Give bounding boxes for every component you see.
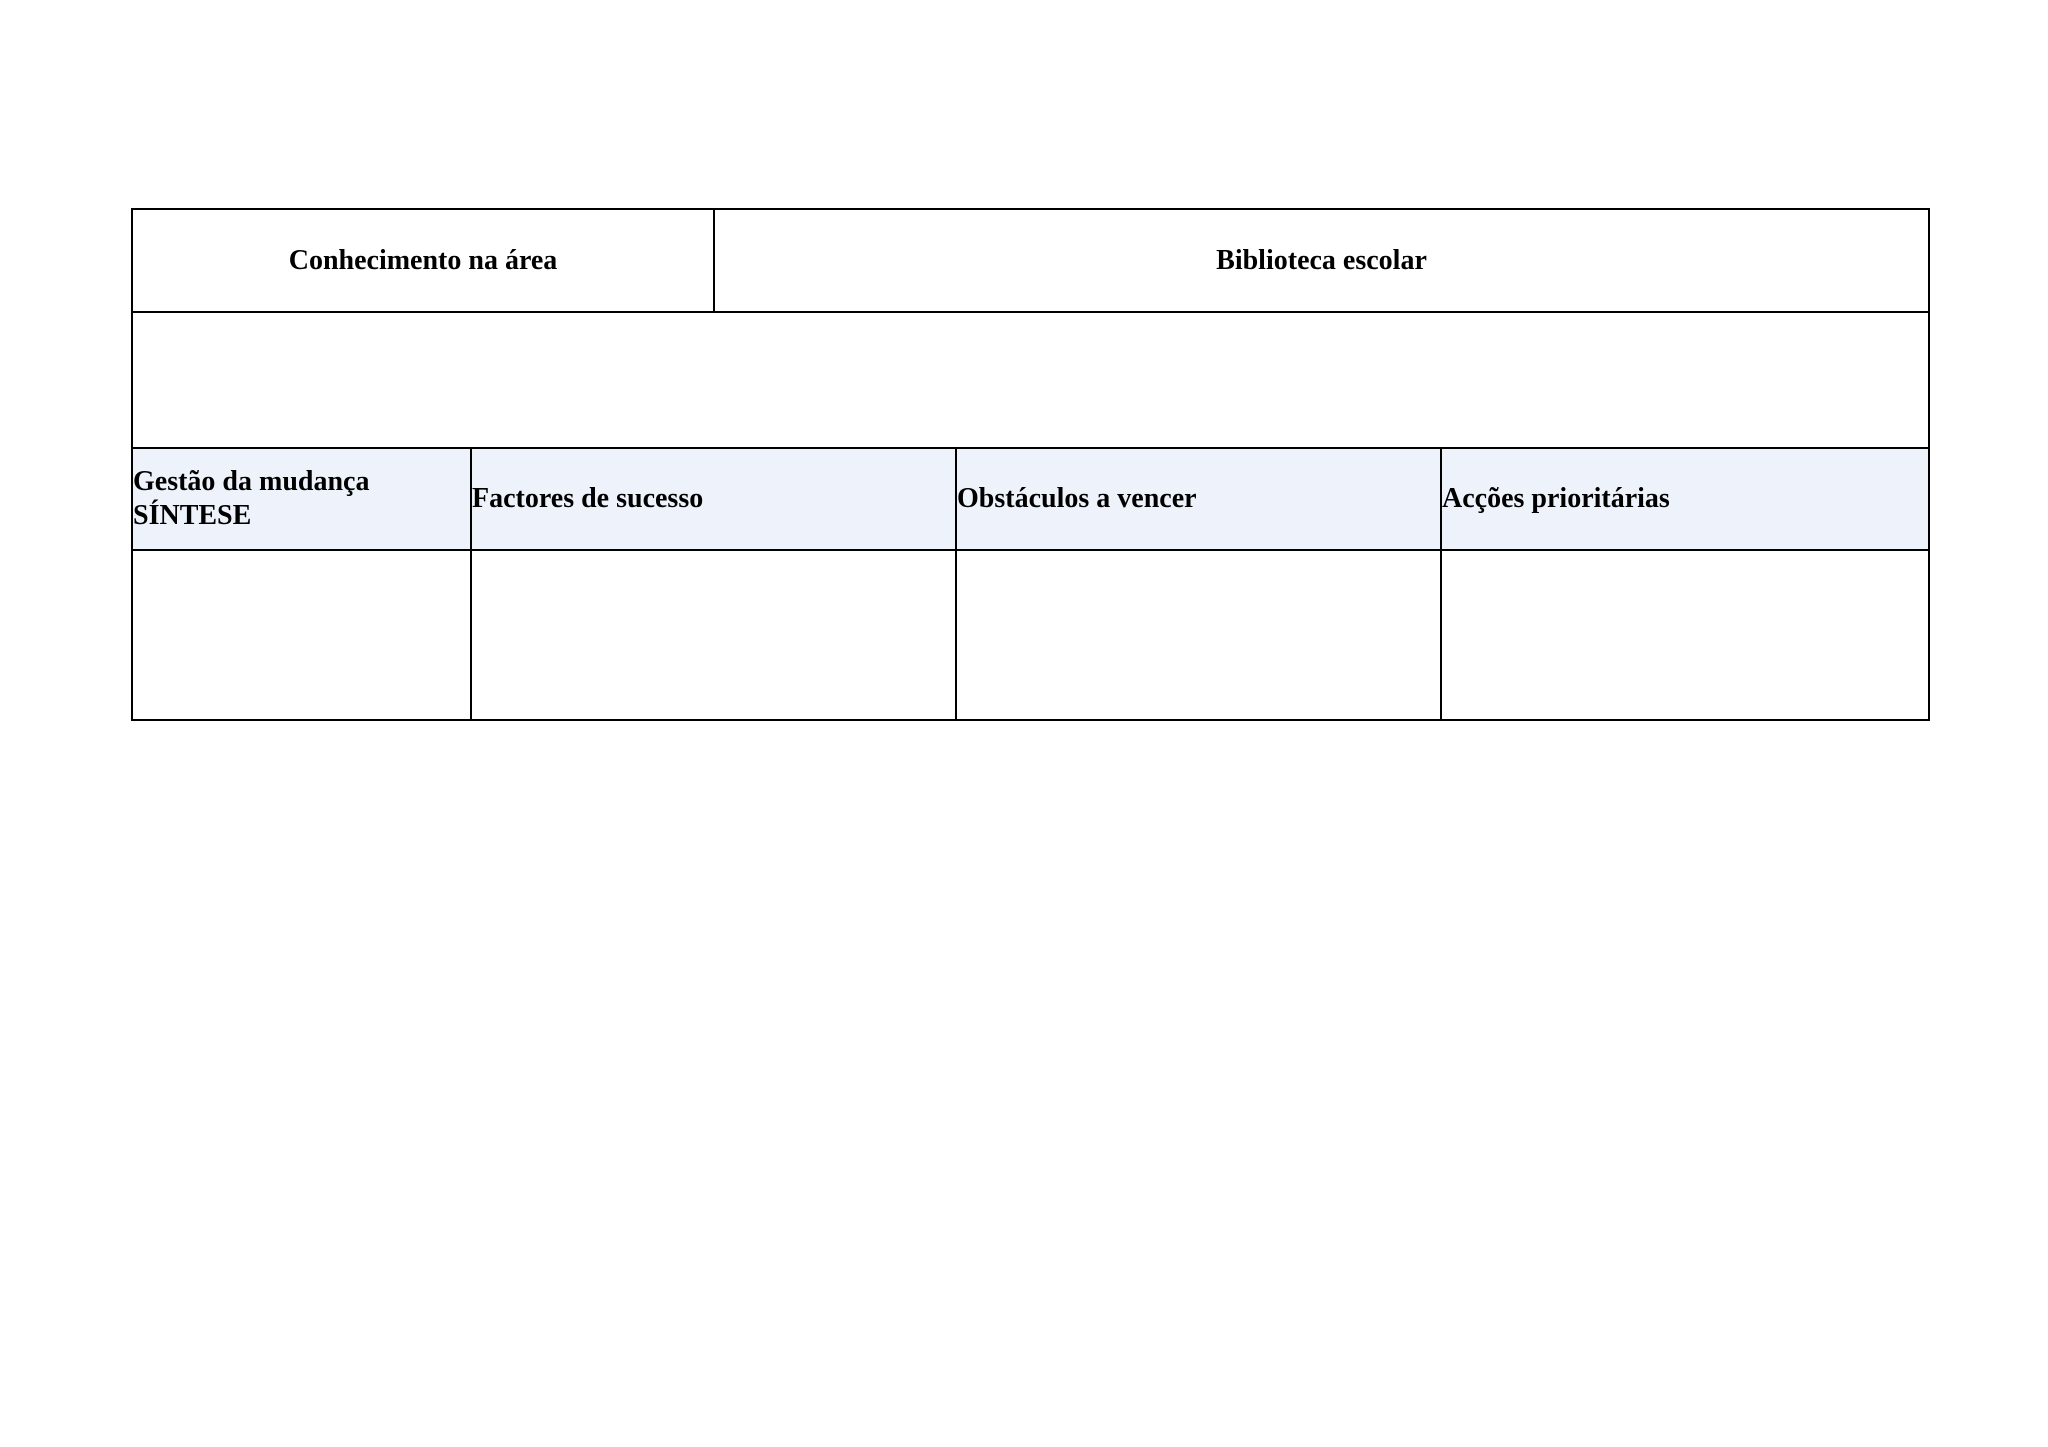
summary-table: [131, 208, 1930, 721]
header-success-factors: [471, 448, 956, 550]
header-change-management-line2: SÍNTESE: [133, 500, 252, 531]
blank-row: [132, 312, 1929, 448]
content-cell-success-factors: [471, 550, 956, 720]
header-row: [132, 448, 1929, 550]
content-row: [132, 550, 1929, 720]
header-obstacles-label: Obstáculos a vencer: [957, 483, 1197, 514]
header-change-management: [132, 448, 471, 550]
content-cell-change-management: [132, 550, 471, 720]
school-library-label: Biblioteca escolar: [1216, 244, 1427, 276]
knowledge-area-cell: [132, 209, 714, 312]
content-cell-obstacles: [956, 550, 1441, 720]
header-priority-actions: [1441, 448, 1929, 550]
table-title-row: [132, 209, 1929, 312]
header-change-management-line1: Gestão da mudança: [133, 466, 370, 497]
content-cell-priority-actions: [1441, 550, 1929, 720]
header-success-factors-label: Factores de sucesso: [472, 483, 704, 514]
header-obstacles: [956, 448, 1441, 550]
header-priority-actions-label: Acções prioritárias: [1442, 483, 1670, 514]
school-library-cell: [714, 209, 1929, 312]
blank-cell: [132, 312, 1929, 448]
knowledge-area-label: Conhecimento na área: [288, 244, 558, 276]
